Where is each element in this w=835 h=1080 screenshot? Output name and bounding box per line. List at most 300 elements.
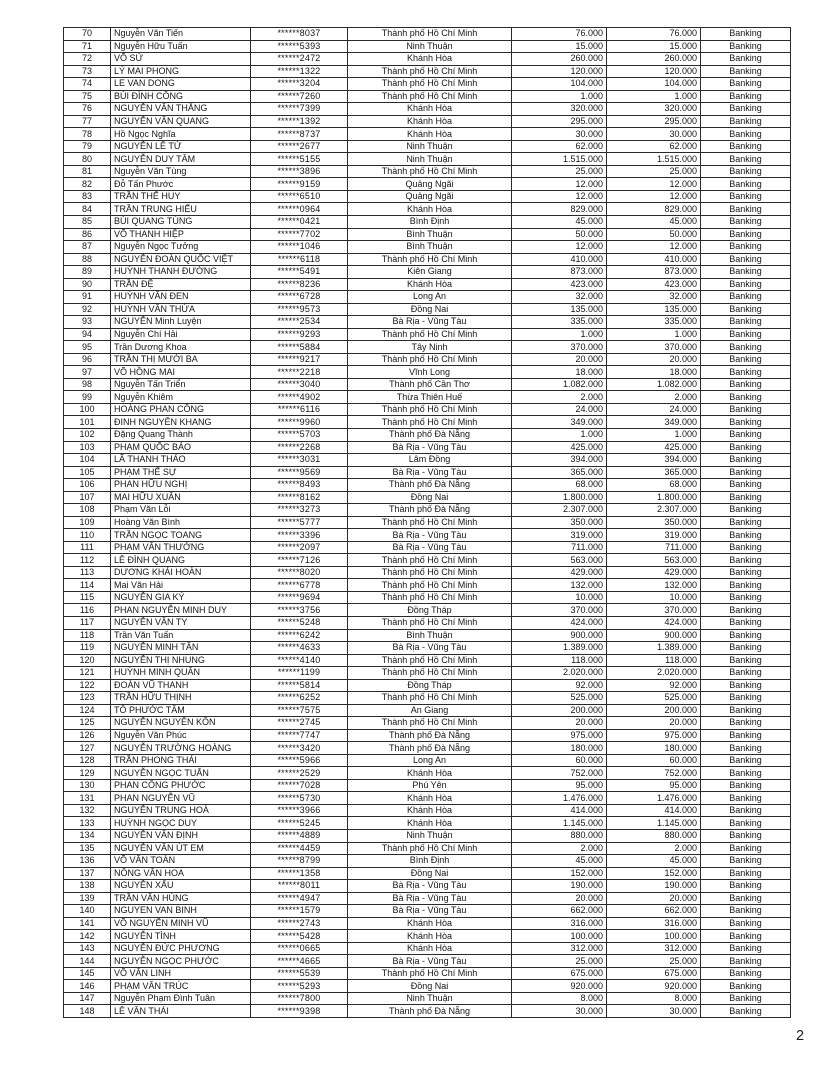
row-number: 112 (64, 554, 111, 567)
customer-name: Đặng Quang Thành (111, 429, 251, 442)
province: Vĩnh Long (348, 366, 512, 379)
page-number: 2 (796, 1028, 805, 1044)
masked-account: ******3040 (251, 378, 348, 391)
masked-account: ******9960 (251, 416, 348, 429)
customer-name: VÕ VĂN TOÀN (111, 855, 251, 868)
row-number: 109 (64, 516, 111, 529)
channel: Banking (701, 905, 791, 918)
row-number: 103 (64, 441, 111, 454)
table-row (64, 579, 791, 592)
row-number: 119 (64, 642, 111, 655)
channel: Banking (701, 529, 791, 542)
amount-2: 25.000 (607, 955, 701, 968)
amount-1: 370.000 (512, 604, 607, 617)
amount-2: 24.000 (607, 403, 701, 416)
amount-2: 394.000 (607, 454, 701, 467)
amount-2: 120.000 (607, 65, 701, 78)
customer-name: Trần Văn Tuấn (111, 629, 251, 642)
customer-name: Nguyễn Ngọc Tưởng (111, 241, 251, 254)
masked-account: ******8037 (251, 28, 348, 41)
table-row (64, 616, 791, 629)
masked-account: ******5428 (251, 930, 348, 943)
amount-1: 20.000 (512, 353, 607, 366)
table-row (64, 303, 791, 316)
row-number: 145 (64, 967, 111, 980)
masked-account: ******9569 (251, 466, 348, 479)
table-row (64, 654, 791, 667)
masked-account: ******2097 (251, 541, 348, 554)
amount-2: 414.000 (607, 804, 701, 817)
masked-account: ******1046 (251, 241, 348, 254)
channel: Banking (701, 754, 791, 767)
province: Ninh Thuận (348, 992, 512, 1005)
masked-account: ******6252 (251, 692, 348, 705)
channel: Banking (701, 303, 791, 316)
row-number: 102 (64, 429, 111, 442)
amount-2: 135.000 (607, 303, 701, 316)
row-number: 118 (64, 629, 111, 642)
row-number: 114 (64, 579, 111, 592)
table-row (64, 692, 791, 705)
customer-name: TRẦN VĂN HÙNG (111, 892, 251, 905)
province: Thành phố Đà Nẵng (348, 479, 512, 492)
amount-1: 1.389.000 (512, 642, 607, 655)
amount-1: 135.000 (512, 303, 607, 316)
province: Thành phố Hồ Chí Minh (348, 654, 512, 667)
customer-name: NGUYỄN GIA KÝ (111, 591, 251, 604)
amount-1: 2.000 (512, 842, 607, 855)
masked-account: ******7126 (251, 554, 348, 567)
amount-1: 132.000 (512, 579, 607, 592)
province: Ninh Thuận (348, 140, 512, 153)
amount-1: 8.000 (512, 992, 607, 1005)
customer-name: Nguyễn Văn Tiến (111, 28, 251, 41)
province: Ninh Thuận (348, 40, 512, 53)
masked-account: ******8020 (251, 566, 348, 579)
channel: Banking (701, 90, 791, 103)
transactions-table (63, 27, 791, 1018)
amount-2: 95.000 (607, 779, 701, 792)
masked-account: ******0665 (251, 942, 348, 955)
amount-1: 394.000 (512, 454, 607, 467)
table-row (64, 955, 791, 968)
amount-1: 20.000 (512, 717, 607, 730)
customer-name: NGUYỄN MINH TÂN (111, 642, 251, 655)
table-row (64, 767, 791, 780)
channel: Banking (701, 278, 791, 291)
channel: Banking (701, 579, 791, 592)
customer-name: TRẦN ĐỆ (111, 278, 251, 291)
row-number: 141 (64, 917, 111, 930)
table-row (64, 416, 791, 429)
customer-name: NGUYỄN XẤU (111, 880, 251, 893)
amount-1: 1.145.000 (512, 817, 607, 830)
amount-1: 1.000 (512, 328, 607, 341)
table-row (64, 278, 791, 291)
amount-1: 319.000 (512, 529, 607, 542)
amount-2: 425.000 (607, 441, 701, 454)
channel: Banking (701, 930, 791, 943)
customer-name: PHẠM VĂN THƯỞNG (111, 541, 251, 554)
channel: Banking (701, 955, 791, 968)
table-row (64, 754, 791, 767)
channel: Banking (701, 491, 791, 504)
amount-1: 18.000 (512, 366, 607, 379)
province: Bà Rịa - Vũng Tàu (348, 892, 512, 905)
channel: Banking (701, 291, 791, 304)
transactions-table-body (64, 28, 791, 1018)
masked-account: ******2268 (251, 441, 348, 454)
table-row (64, 341, 791, 354)
customer-name: NGUYỄN Minh Luyện (111, 316, 251, 329)
row-number: 73 (64, 65, 111, 78)
customer-name: TRẦN PHONG THÁI (111, 754, 251, 767)
table-row (64, 228, 791, 241)
row-number: 120 (64, 654, 111, 667)
masked-account: ******5814 (251, 679, 348, 692)
amount-2: 370.000 (607, 604, 701, 617)
customer-name: LÊ ĐÌNH QUANG (111, 554, 251, 567)
amount-2: 370.000 (607, 341, 701, 354)
row-number: 71 (64, 40, 111, 53)
masked-account: ******3756 (251, 604, 348, 617)
province: An Giang (348, 704, 512, 717)
channel: Banking (701, 479, 791, 492)
amount-2: 8.000 (607, 992, 701, 1005)
masked-account: ******2677 (251, 140, 348, 153)
amount-1: 190.000 (512, 880, 607, 893)
table-row (64, 830, 791, 843)
amount-2: 349.000 (607, 416, 701, 429)
customer-name: NÔNG VĂN HOA (111, 867, 251, 880)
amount-1: 295.000 (512, 115, 607, 128)
table-row (64, 28, 791, 41)
amount-2: 10.000 (607, 591, 701, 604)
province: Thành phố Hồ Chí Minh (348, 566, 512, 579)
province: Phú Yên (348, 779, 512, 792)
masked-account: ******4633 (251, 642, 348, 655)
masked-account: ******5293 (251, 980, 348, 993)
amount-1: 920.000 (512, 980, 607, 993)
province: Thành phố Hồ Chí Minh (348, 516, 512, 529)
masked-account: ******3966 (251, 804, 348, 817)
amount-2: 1.000 (607, 328, 701, 341)
row-number: 126 (64, 729, 111, 742)
amount-2: 316.000 (607, 917, 701, 930)
channel: Banking (701, 842, 791, 855)
table-row (64, 704, 791, 717)
table-row (64, 717, 791, 730)
row-number: 127 (64, 742, 111, 755)
table-row (64, 942, 791, 955)
province: Khánh Hòa (348, 53, 512, 66)
province: Quảng Ngãi (348, 190, 512, 203)
amount-2: 711.000 (607, 541, 701, 554)
amount-2: 295.000 (607, 115, 701, 128)
row-number: 139 (64, 892, 111, 905)
customer-name: VÕ VĂN LINH (111, 967, 251, 980)
province: Đồng Nai (348, 303, 512, 316)
masked-account: ******5491 (251, 266, 348, 279)
customer-name: TRẦN HỮU THỊNH (111, 692, 251, 705)
amount-1: 414.000 (512, 804, 607, 817)
row-number: 104 (64, 454, 111, 467)
province: Thành phố Hồ Chí Minh (348, 967, 512, 980)
amount-2: 675.000 (607, 967, 701, 980)
masked-account: ******8493 (251, 479, 348, 492)
province: Lâm Đồng (348, 454, 512, 467)
customer-name: TÔ PHƯỚC TÂM (111, 704, 251, 717)
masked-account: ******2534 (251, 316, 348, 329)
row-number: 84 (64, 203, 111, 216)
channel: Banking (701, 328, 791, 341)
province: Đồng Nai (348, 491, 512, 504)
row-number: 105 (64, 466, 111, 479)
province: Đồng Tháp (348, 679, 512, 692)
channel: Banking (701, 403, 791, 416)
row-number: 91 (64, 291, 111, 304)
customer-name: Phạm Văn Lỗi (111, 504, 251, 517)
amount-2: 20.000 (607, 353, 701, 366)
province: Thành phố Đà Nẵng (348, 429, 512, 442)
province: Khánh Hòa (348, 115, 512, 128)
masked-account: ******6778 (251, 579, 348, 592)
channel: Banking (701, 880, 791, 893)
customer-name: NGUYỄN ĐỨC PHƯƠNG (111, 942, 251, 955)
table-row (64, 629, 791, 642)
amount-1: 20.000 (512, 892, 607, 905)
province: Ninh Thuận (348, 153, 512, 166)
amount-2: 104.000 (607, 78, 701, 91)
amount-1: 100.000 (512, 930, 607, 943)
table-row (64, 316, 791, 329)
amount-2: 18.000 (607, 366, 701, 379)
province: Thành phố Hồ Chí Minh (348, 554, 512, 567)
channel: Banking (701, 779, 791, 792)
customer-name: LE VAN DONG (111, 78, 251, 91)
amount-1: 335.000 (512, 316, 607, 329)
province: Ninh Thuận (348, 830, 512, 843)
masked-account: ******4665 (251, 955, 348, 968)
masked-account: ******8799 (251, 855, 348, 868)
row-number: 144 (64, 955, 111, 968)
amount-1: 2.307.000 (512, 504, 607, 517)
channel: Banking (701, 992, 791, 1005)
amount-1: 675.000 (512, 967, 607, 980)
row-number: 123 (64, 692, 111, 705)
masked-account: ******4889 (251, 830, 348, 843)
row-number: 86 (64, 228, 111, 241)
row-number: 90 (64, 278, 111, 291)
masked-account: ******7028 (251, 779, 348, 792)
amount-1: 104.000 (512, 78, 607, 91)
channel: Banking (701, 215, 791, 228)
channel: Banking (701, 241, 791, 254)
customer-name: TRẦN TRUNG HIẾU (111, 203, 251, 216)
row-number: 77 (64, 115, 111, 128)
row-number: 76 (64, 103, 111, 116)
masked-account: ******5155 (251, 153, 348, 166)
customer-name: HUỲNH MINH QUÂN (111, 667, 251, 680)
province: Tây Ninh (348, 341, 512, 354)
row-number: 117 (64, 616, 111, 629)
amount-2: 25.000 (607, 165, 701, 178)
amount-1: 425.000 (512, 441, 607, 454)
masked-account: ******4947 (251, 892, 348, 905)
masked-account: ******2743 (251, 917, 348, 930)
row-number: 72 (64, 53, 111, 66)
channel: Banking (701, 103, 791, 116)
channel: Banking (701, 253, 791, 266)
channel: Banking (701, 704, 791, 717)
row-number: 85 (64, 215, 111, 228)
channel: Banking (701, 40, 791, 53)
masked-account: ******9159 (251, 178, 348, 191)
province: Thành phố Hồ Chí Minh (348, 591, 512, 604)
province: Bình Thuận (348, 228, 512, 241)
masked-account: ******0421 (251, 215, 348, 228)
masked-account: ******3420 (251, 742, 348, 755)
amount-1: 563.000 (512, 554, 607, 567)
province: Thành phố Hồ Chí Minh (348, 692, 512, 705)
amount-1: 45.000 (512, 215, 607, 228)
amount-1: 370.000 (512, 341, 607, 354)
channel: Banking (701, 942, 791, 955)
amount-1: 25.000 (512, 165, 607, 178)
channel: Banking (701, 742, 791, 755)
row-number: 136 (64, 855, 111, 868)
channel: Banking (701, 316, 791, 329)
masked-account: ******8737 (251, 128, 348, 141)
customer-name: Trần Dương Khoa (111, 341, 251, 354)
province: Bà Rịa - Vũng Tàu (348, 905, 512, 918)
amount-2: 15.000 (607, 40, 701, 53)
table-row (64, 90, 791, 103)
amount-2: 30.000 (607, 1005, 701, 1018)
province: Bà Rịa - Vũng Tàu (348, 642, 512, 655)
masked-account: ******6116 (251, 403, 348, 416)
customer-name: PHAN NGUYỄN VŨ (111, 792, 251, 805)
row-number: 111 (64, 541, 111, 554)
row-number: 107 (64, 491, 111, 504)
masked-account: ******6242 (251, 629, 348, 642)
masked-account: ******6728 (251, 291, 348, 304)
channel: Banking (701, 679, 791, 692)
amount-2: 1.000 (607, 90, 701, 103)
table-row (64, 391, 791, 404)
row-number: 115 (64, 591, 111, 604)
customer-name: MAI HỮU XUÂN (111, 491, 251, 504)
table-row (64, 190, 791, 203)
customer-name: NGUYỄN LÊ TỬ (111, 140, 251, 153)
masked-account: ******7702 (251, 228, 348, 241)
table-row (64, 642, 791, 655)
amount-1: 880.000 (512, 830, 607, 843)
row-number: 148 (64, 1005, 111, 1018)
amount-1: 1.000 (512, 90, 607, 103)
row-number: 138 (64, 880, 111, 893)
province: Khánh Hòa (348, 278, 512, 291)
customer-name: Nguyễn Văn Phúc (111, 729, 251, 742)
channel: Banking (701, 504, 791, 517)
customer-name: PHAN NGUYỄN MINH DUY (111, 604, 251, 617)
channel: Banking (701, 917, 791, 930)
row-number: 130 (64, 779, 111, 792)
table-row (64, 165, 791, 178)
province: Thành phố Hồ Chí Minh (348, 165, 512, 178)
table-row (64, 504, 791, 517)
channel: Banking (701, 353, 791, 366)
channel: Banking (701, 792, 791, 805)
channel: Banking (701, 554, 791, 567)
province: Bình Thuận (348, 629, 512, 642)
amount-2: 1.389.000 (607, 642, 701, 655)
amount-2: 60.000 (607, 754, 701, 767)
row-number: 99 (64, 391, 111, 404)
row-number: 87 (64, 241, 111, 254)
customer-name: DƯƠNG KHẢI HOÀN (111, 566, 251, 579)
masked-account: ******6118 (251, 253, 348, 266)
channel: Banking (701, 967, 791, 980)
row-number: 146 (64, 980, 111, 993)
masked-account: ******8011 (251, 880, 348, 893)
table-row (64, 855, 791, 868)
province: Đồng Nai (348, 867, 512, 880)
masked-account: ******5777 (251, 516, 348, 529)
row-number: 110 (64, 529, 111, 542)
row-number: 143 (64, 942, 111, 955)
customer-name: HUỲNH VĂN THỪA (111, 303, 251, 316)
channel: Banking (701, 654, 791, 667)
channel: Banking (701, 65, 791, 78)
province: Bà Rịa - Vũng Tàu (348, 955, 512, 968)
amount-1: 2.000 (512, 391, 607, 404)
row-number: 124 (64, 704, 111, 717)
table-row (64, 554, 791, 567)
amount-1: 662.000 (512, 905, 607, 918)
province: Thành phố Hồ Chí Minh (348, 353, 512, 366)
table-row (64, 479, 791, 492)
province: Khánh Hòa (348, 767, 512, 780)
amount-2: 410.000 (607, 253, 701, 266)
table-row (64, 353, 791, 366)
row-number: 92 (64, 303, 111, 316)
customer-name: TRẦN NGỌC TOANG (111, 529, 251, 542)
province: Khánh Hòa (348, 203, 512, 216)
amount-1: 50.000 (512, 228, 607, 241)
masked-account: ******5245 (251, 817, 348, 830)
amount-2: 2.000 (607, 842, 701, 855)
province: Khánh Hòa (348, 917, 512, 930)
masked-account: ******0964 (251, 203, 348, 216)
amount-2: 260.000 (607, 53, 701, 66)
amount-1: 349.000 (512, 416, 607, 429)
province: Long An (348, 291, 512, 304)
amount-1: 76.000 (512, 28, 607, 41)
channel: Banking (701, 190, 791, 203)
customer-name: Nguyễn Chí Hải (111, 328, 251, 341)
masked-account: ******3031 (251, 454, 348, 467)
customer-name: VÕ THANH HIỆP (111, 228, 251, 241)
channel: Banking (701, 53, 791, 66)
amount-2: 1.800.000 (607, 491, 701, 504)
masked-account: ******9694 (251, 591, 348, 604)
province: Thành phố Hồ Chí Minh (348, 842, 512, 855)
channel: Banking (701, 454, 791, 467)
amount-2: 1.476.000 (607, 792, 701, 805)
amount-1: 10.000 (512, 591, 607, 604)
row-number: 101 (64, 416, 111, 429)
